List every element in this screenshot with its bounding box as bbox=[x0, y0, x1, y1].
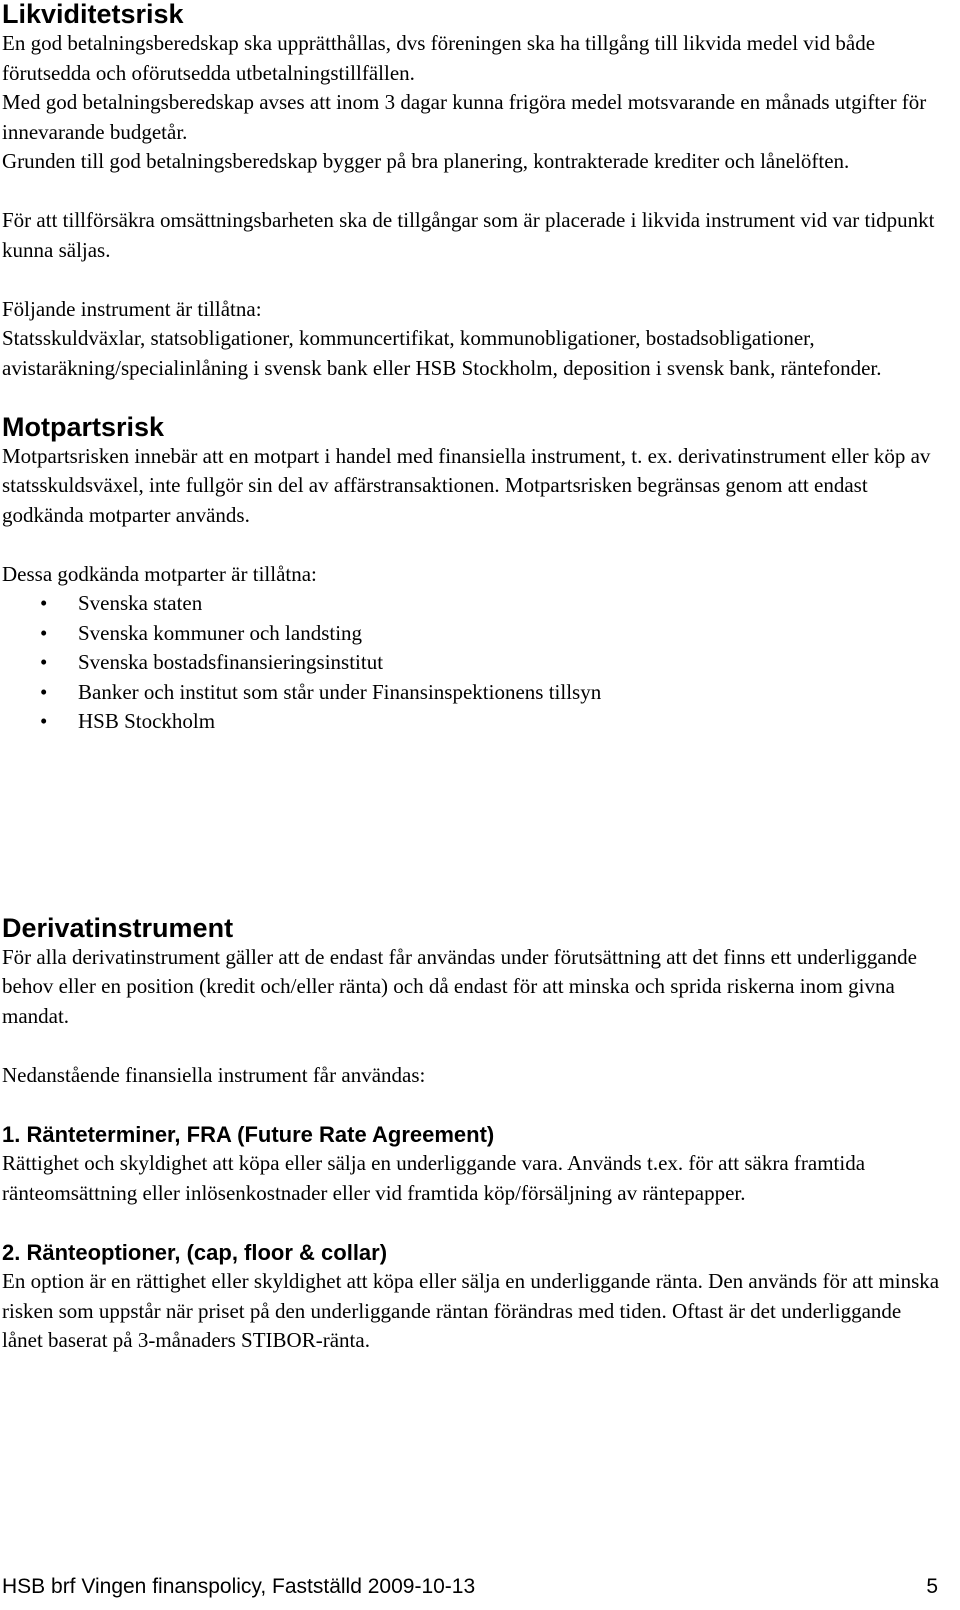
spacer bbox=[2, 737, 942, 914]
bullet-icon: • bbox=[40, 591, 48, 615]
footer-text: HSB brf Vingen finanspolicy, Fastställd 2009-10-13 bbox=[2, 1575, 476, 1598]
section-likviditetsrisk bbox=[2, 0, 942, 413]
paragraph: Grunden till god betalningsberedskap bygger på bra planering, kontrakterade krediter och lånelöften. bbox=[2, 149, 850, 173]
spacer bbox=[2, 1031, 942, 1061]
list-item-text: Svenska kommuner och landsting bbox=[78, 620, 363, 645]
subheading-fra: 1. Ränteterminer, FRA (Future Rate Agreement) bbox=[2, 1121, 495, 1147]
section-derivatinstrument bbox=[2, 914, 942, 1356]
paragraph: Motpartsrisken innebär att en motpart i handel med finansiella instrument, t. ex. derivatinstrument eller köp av statsskuldsväxel, inte fullgör sin del av affärstransaktionen. Motpartsrisken begränsas genom att endast godkända motparter används. bbox=[2, 443, 931, 527]
paragraph: För att tillförsäkra omsättningsbarheten ska de tillgångar som är placerade i likvida instrument vid var tidpunkt kunna säljas. bbox=[2, 208, 935, 262]
list-item bbox=[2, 648, 942, 678]
spacer bbox=[2, 530, 942, 560]
counterparty-list bbox=[2, 589, 942, 737]
list-item bbox=[2, 707, 942, 737]
paragraph-lead: Följande instrument är tillåtna: bbox=[2, 296, 262, 321]
spacer bbox=[2, 265, 942, 295]
paragraph: En god betalningsberedskap ska upprätthållas, dvs föreningen ska ha tillgång till likvida medel vid både förutsedda och oförutsedda utbetalningstillfällen. bbox=[2, 31, 876, 85]
bullet-icon: • bbox=[40, 679, 48, 704]
page-footer bbox=[2, 1572, 938, 1601]
subheading-ranteoptioner: 2. Ränteoptioner, (cap, floor & collar) bbox=[2, 1239, 388, 1265]
list-item-text: Svenska staten bbox=[78, 591, 203, 615]
heading-motpartsrisk: Motpartsrisk bbox=[2, 411, 165, 442]
heading-likviditetsrisk: Likviditetsrisk bbox=[2, 0, 184, 29]
bullet-icon: • bbox=[40, 709, 48, 733]
heading-derivatinstrument: Derivatinstrument bbox=[2, 912, 234, 943]
paragraph: En option är en rättighet eller skyldighet att köpa eller sälja en underliggande ränta. Den används för att minska risken som uppstår när priset på den underliggande räntan förändras med tiden. Oftast är det underliggande lånet baserat på 3-månaders STIBOR-ränta. bbox=[2, 1269, 940, 1352]
list-item-text: Banker och institut som står under Finansinspektionens tillsyn bbox=[78, 679, 602, 704]
document-page bbox=[2, 0, 942, 1356]
list-lead: Dessa godkända motparter är tillåtna: bbox=[2, 561, 317, 586]
spacer bbox=[2, 1208, 942, 1238]
section-motpartsrisk bbox=[2, 413, 942, 737]
spacer bbox=[2, 177, 942, 207]
list-item-text: Svenska bostadsfinansieringsinstitut bbox=[78, 650, 384, 674]
bullet-icon: • bbox=[40, 650, 48, 674]
paragraph: Med god betalningsberedskap avses att inom 3 dagar kunna frigöra medel motsvarande en månads utgifter för innevarande budgetår. bbox=[2, 90, 927, 144]
spacer bbox=[2, 1090, 942, 1120]
paragraph: Rättighet och skyldighet att köpa eller sälja en underliggande vara. Används t.ex. för att säkra framtida ränteomsättning eller inlösenkostnader eller vid framtida köp/försäljning av räntepapper. bbox=[2, 1151, 866, 1205]
spacer bbox=[2, 383, 942, 413]
paragraph: Statsskuldväxlar, statsobligationer, kommuncertifikat, kommunobligationer, bostadsobligationer, avistaräkning/specialinlåning i svensk bank eller HSB Stockholm, deposition i svensk bank, räntefonder. bbox=[2, 326, 882, 380]
page-number: 5 bbox=[926, 1575, 938, 1598]
bullet-icon: • bbox=[40, 620, 48, 645]
list-item bbox=[2, 678, 942, 708]
list-item-text: HSB Stockholm bbox=[78, 709, 216, 733]
list-item bbox=[2, 589, 942, 619]
paragraph: Nedanstående finansiella instrument får användas: bbox=[2, 1062, 426, 1087]
list-item bbox=[2, 619, 942, 649]
paragraph: För alla derivatinstrument gäller att de endast får användas under förutsättning att det finns ett underliggande behov eller en position (kredit och/eller ränta) och då endast för att minska och sprida riskerna inom givna mandat. bbox=[2, 944, 917, 1028]
